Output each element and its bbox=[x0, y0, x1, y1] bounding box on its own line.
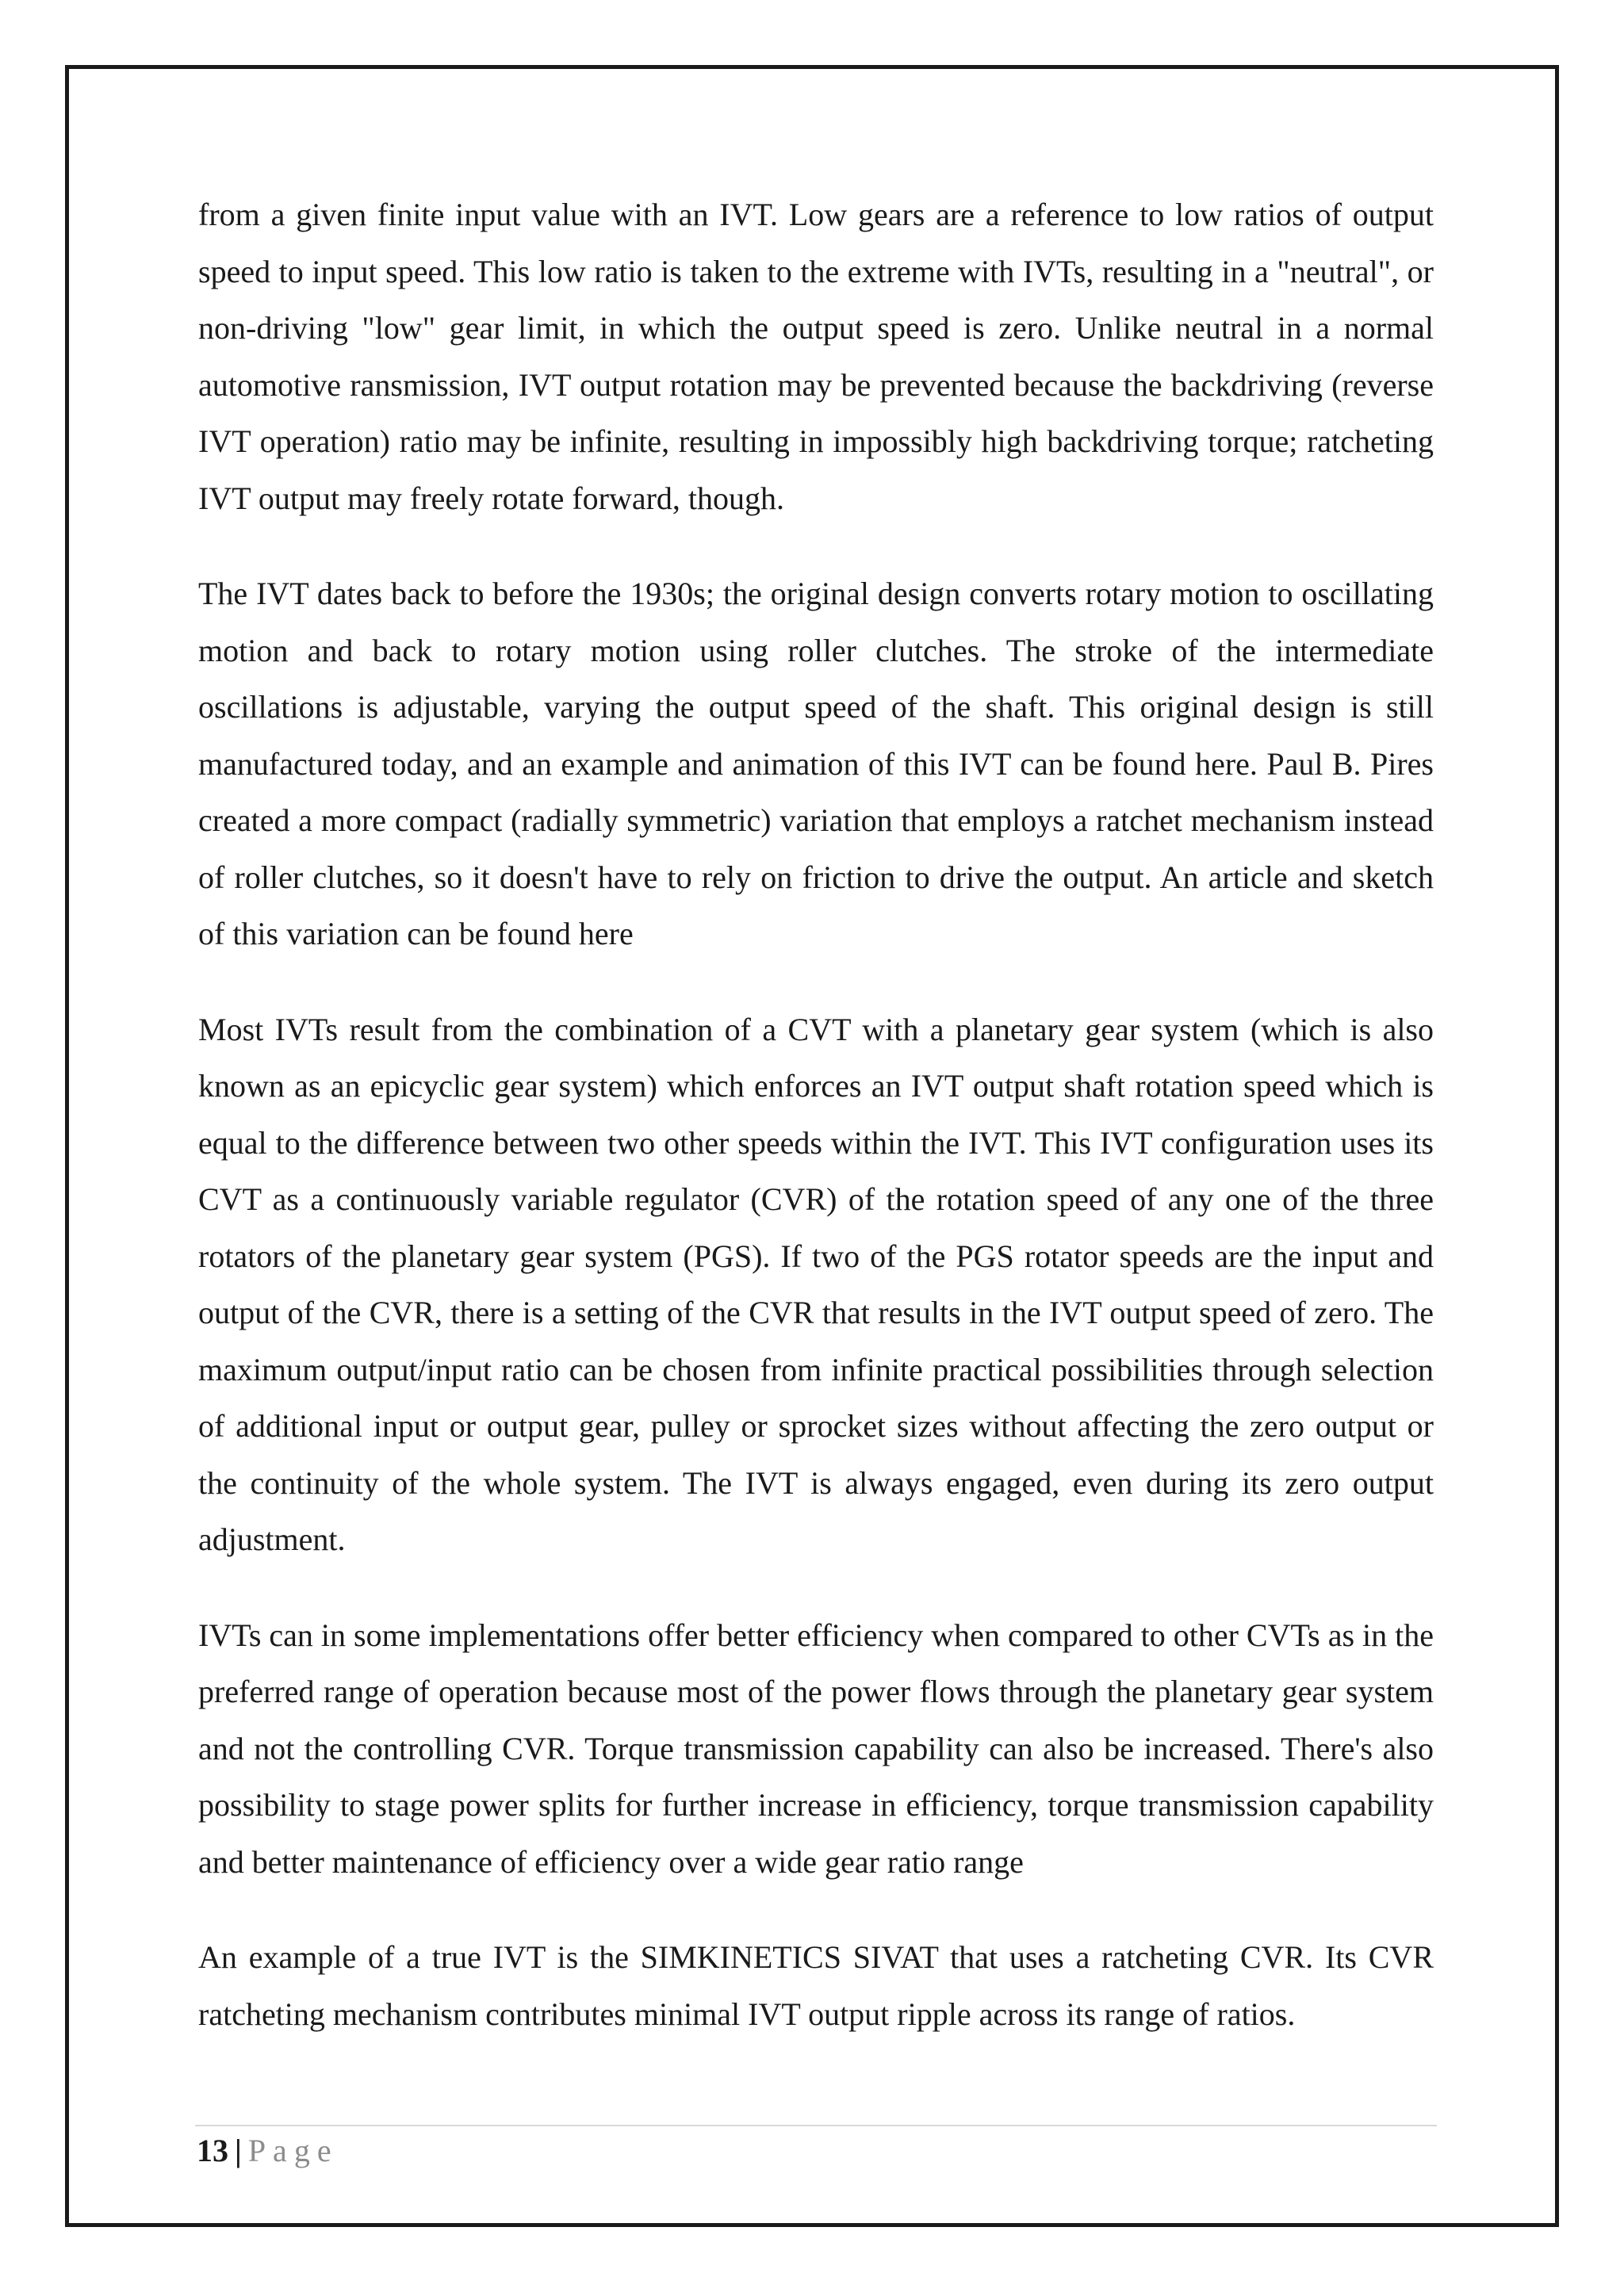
paragraph-1: from a given finite input value with an IVT. Low gears are a reference to low ratios of output speed to input speed. This low ratio is taken to the extreme with IVTs, resulting in a "neutral", or non-driving "low" gear limit, in which the output speed is zero. Unlike neutral in a normal automotive ransmission, IVT output rotation may be prevented because the backdriving (reverse IVT operation) ratio may be infinite, resulting in impossibly high backdriving torque; ratcheting IVT output may freely rotate forward, though. bbox=[198, 197, 1434, 516]
footer-separator: | bbox=[235, 2133, 242, 2168]
footer-divider bbox=[195, 2125, 1437, 2126]
page-label: Page bbox=[247, 2133, 339, 2168]
paragraph-5: An example of a true IVT is the SIMKINETICS SIVAT that uses a ratcheting CVR. Its CVR ratcheting mechanism contributes minimal IVT output ripple across its range of ratios. bbox=[198, 1939, 1434, 2032]
paragraph-4: IVTs can in some implementations offer better efficiency when compared to other CVTs as in the preferred range of operation because most of the power flows through the planetary gear system and not the controlling CVR. Torque transmission capability can also be increased. There's also possibility to stage power splits for further increase in efficiency, torque transmission capability and better maintenance of efficiency over a wide gear ratio range bbox=[198, 1617, 1434, 1880]
document-body bbox=[198, 186, 1434, 2081]
page-number: 13 bbox=[197, 2133, 228, 2168]
paragraph-2: The IVT dates back to before the 1930s; the original design converts rotary motion to oscillating motion and back to rotary motion using roller clutches. The stroke of the intermediate oscillations is adjustable, varying the output speed of the shaft. This original design is still manufactured today, and an example and animation of this IVT can be found here. Paul B. Pires created a more compact (radially symmetric) variation that employs a ratchet mechanism instead of roller clutches, so it doesn't have to rely on friction to drive the output. An article and sketch of this variation can be found here bbox=[198, 576, 1434, 951]
paragraph-3: Most IVTs result from the combination of a CVT with a planetary gear system (which is also known as an epicyclic gear system) which enforces an IVT output shaft rotation speed which is equal to the difference between two other speeds within the IVT. This IVT configuration uses its CVT as a continuously variable regulator (CVR) of the rotation speed of any one of the three rotators of the planetary gear system (PGS). If two of the PGS rotator speeds are the input and output of the CVR, there is a setting of the CVR that results in the IVT output speed of zero. The maximum output/input ratio can be chosen from infinite practical possibilities through selection of additional input or output gear, pulley or sprocket sizes without affecting the zero output or the continuity of the whole system. The IVT is always engaged, even during its zero output adjustment. bbox=[198, 1011, 1434, 1557]
page-footer bbox=[197, 2129, 339, 2173]
